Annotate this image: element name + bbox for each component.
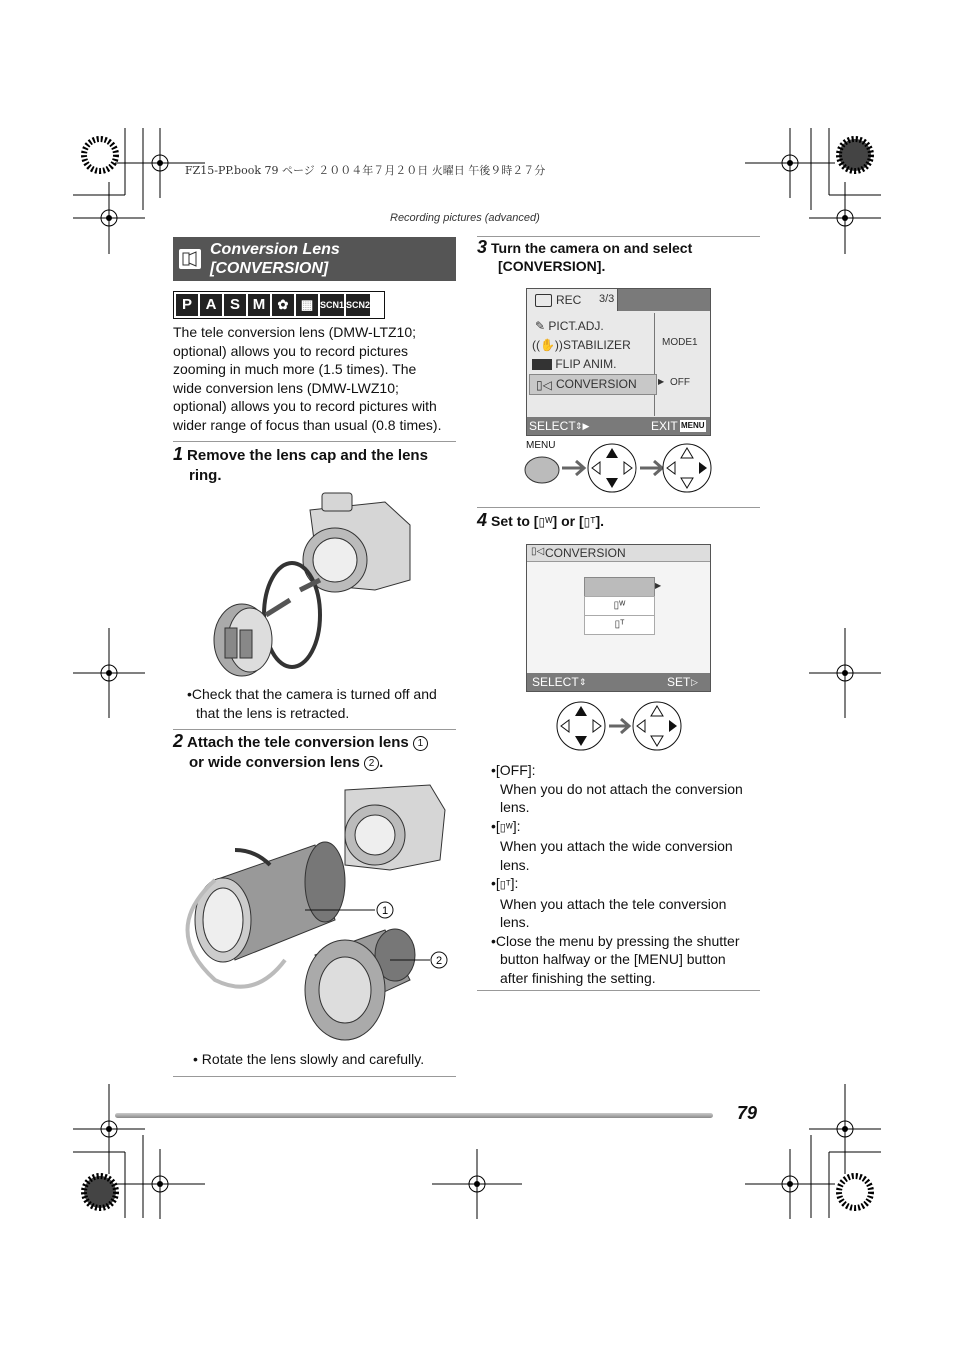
dpad-right-icon [663, 444, 711, 492]
menu-item-label: PICT.ADJ. [548, 319, 604, 333]
note-close-line2: button halfway or the [MENU] button [500, 951, 726, 967]
section-title-line2: [CONVERSION] [210, 260, 329, 277]
circled-1-icon: 1 [413, 736, 428, 751]
exit-label: EXIT [651, 419, 678, 433]
select-label: SELECT [529, 419, 576, 433]
divider [173, 1076, 456, 1077]
note-close: •Close the menu by pressing the shutter [491, 932, 740, 949]
menu-item-pict-adj[interactable] [535, 319, 604, 333]
mode-a-icon: A [200, 294, 222, 316]
conversion-screen-footer [527, 673, 710, 691]
intro-line: The tele conversion lens (DMW-LTZ10; [173, 324, 417, 340]
page-number: 79 [737, 1103, 758, 1123]
section-title-line1: Conversion Lens [210, 241, 340, 258]
file-info-line: FZ15-PP.book 79 ページ ２００４年７月２０日 火曜日 午後９時２７分 [185, 164, 546, 177]
circled-2-icon: 2 [364, 756, 379, 771]
note-wide-head: ]: [512, 817, 521, 834]
menu-item-conversion[interactable] [529, 374, 657, 395]
note-wide-line2: lens. [500, 856, 530, 873]
callout-2-label: 2 [435, 955, 443, 967]
step2-heading [173, 731, 463, 773]
intro-line: optional) allows you to record pictures [173, 342, 409, 359]
option-off[interactable] [584, 577, 655, 597]
divider [173, 729, 456, 730]
step1-note-text2: that the lens is retracted. [196, 704, 350, 721]
step3-button-sequence [520, 440, 720, 500]
mode-s-icon: S [224, 294, 246, 316]
option-tele[interactable] [584, 615, 655, 635]
mode-p-icon: P [176, 294, 198, 316]
step1-number: 1 [173, 444, 184, 464]
mode-icons [173, 291, 385, 319]
select-label: SELECT [532, 675, 579, 689]
option-wide[interactable] [584, 596, 655, 616]
wide-lens-icon: ▯ᵂ [499, 821, 513, 834]
divider [477, 990, 760, 991]
wide-lens-icon: ▯ᵂ [613, 600, 626, 611]
value-arrow-icon: ▶ [658, 377, 665, 386]
menu-button-icon [525, 457, 559, 483]
tele-lens-icon: ▯ᵀ [583, 515, 596, 529]
menu-button-label: MENU [526, 440, 556, 451]
rec-menu-footer [527, 417, 710, 435]
tele-lens-icon: ▯ᵀ [499, 879, 511, 891]
step4-notes [491, 761, 766, 987]
scene2-mode-icon: SCN2 [346, 294, 370, 316]
note-wide-line1: When you attach the wide conversion [500, 838, 733, 854]
step1-note-text1: Check that the camera is turned off and [191, 686, 437, 702]
tab-bar-fill [618, 289, 710, 311]
step3-text-line2: [CONVERSION]. [498, 258, 606, 274]
running-title: Recording pictures (advanced) [390, 212, 540, 224]
set-label: SET [667, 675, 691, 689]
conversion-lens-illustration [175, 780, 455, 1050]
step2-text-line1: Attach the tele conversion lens [187, 734, 409, 751]
conversion-icon: ▯◁ [536, 378, 552, 392]
step2-number: 2 [173, 731, 184, 751]
step3-number: 3 [477, 237, 488, 257]
conversion-screen [526, 544, 711, 692]
lens-cap-ring-illustration [210, 490, 420, 680]
dpad-up-down-icon [557, 702, 605, 750]
value-off: OFF [670, 377, 690, 388]
arrow-right-icon [609, 719, 629, 733]
arrow-right-icon [562, 461, 584, 475]
mode-m-icon: M [248, 294, 270, 316]
flip-anim-icon [532, 359, 552, 370]
step4-text-c: ]. [595, 513, 605, 529]
section-title-box [173, 237, 456, 281]
up-down-icon: ⇕ [579, 677, 587, 687]
arrow-right-icon [640, 461, 662, 475]
step2-note: • Rotate the lens slowly and carefully. [193, 1051, 425, 1067]
note-off-head: [OFF]: [495, 762, 536, 778]
step3-text-line1: Turn the camera on and select [491, 240, 693, 256]
note-close-line3: after finishing the setting. [500, 969, 656, 986]
note-close-line1: Close the menu by pressing the shutter [495, 932, 740, 949]
step4-text-b: ] or [ [552, 513, 584, 529]
note-tele-line2: lens. [500, 914, 530, 930]
menu-item-label: CONVERSION [556, 377, 637, 391]
step4-heading [477, 510, 762, 532]
camera-icon [535, 294, 552, 307]
intro-paragraph [173, 323, 463, 434]
conversion-lens-icon [179, 249, 201, 269]
step1-note-line1: •Check that the camera is turned off and [187, 686, 437, 702]
step4-button-sequence [555, 700, 685, 754]
divider [173, 441, 456, 442]
menu-item-label: STABILIZER [562, 338, 631, 352]
up-down-right-icon: ⇕▶ [575, 421, 590, 431]
conversion-icon: ▯◁ [531, 546, 545, 557]
menu-item-label: FLIP ANIM. [555, 357, 617, 371]
tele-lens-icon: ▯ᵀ [614, 619, 625, 630]
selection-arrow-icon: ▶ [655, 581, 662, 590]
note-tele: •[▯ᵀ]: [491, 875, 519, 891]
page-indicator: 3/3 [599, 293, 615, 305]
step2-text-line2: or wide conversion lens [189, 754, 360, 771]
intro-line: wide conversion lens (DMW-LWZ10; [173, 379, 399, 396]
step3-heading [477, 238, 762, 275]
right-arrow-icon: ▷ [691, 677, 698, 687]
rec-tab-label: REC [556, 293, 582, 307]
note-off-line1: When you do not attach the conversion [500, 780, 743, 797]
footer-bar [115, 1113, 713, 1118]
wide-lens-icon: ▯ᵂ [538, 515, 553, 529]
note-off: •[OFF]: [491, 762, 536, 778]
step4-number: 4 [477, 510, 488, 530]
screen-title-label: CONVERSION [545, 546, 626, 560]
step1-text-line2: ring. [189, 467, 222, 484]
menu-item-stabilizer[interactable] [532, 338, 631, 352]
divider [477, 507, 760, 508]
movie-mode-icon: ▦ [296, 294, 318, 316]
dpad-up-down-icon [588, 444, 636, 492]
intro-line: wider range of focus than usual (0.8 times). [173, 416, 442, 433]
note-tele-line1: When you attach the tele conversion [500, 895, 727, 912]
rec-tab [527, 289, 618, 311]
section-title [210, 240, 340, 278]
stabilizer-icon: ((✋)) [532, 338, 563, 352]
divider [477, 236, 760, 237]
step1-heading [173, 444, 463, 486]
note-tele-head: ]: [510, 875, 519, 891]
menu-item-flip-anim[interactable] [532, 357, 616, 371]
step1-text-line1: Remove the lens cap and the lens [187, 447, 428, 464]
value-mode1: MODE1 [662, 337, 698, 348]
step2-text-period: . [379, 754, 384, 771]
scene1-mode-icon: SCN1 [320, 294, 344, 316]
step2-note-text: Rotate the lens slowly and carefully. [201, 1051, 425, 1067]
menu-tag: MENU [681, 421, 705, 430]
step4-text-a: Set to [ [491, 513, 539, 529]
dpad-right-icon [633, 702, 681, 750]
conversion-screen-title [527, 545, 710, 562]
note-wide: •[▯ᵂ]: [491, 817, 521, 834]
step1-note [187, 685, 467, 722]
note-off-line2: lens. [500, 799, 530, 815]
rec-menu-screen [526, 288, 711, 436]
callout-1-label: 1 [381, 905, 389, 917]
menu-values-panel [654, 313, 710, 416]
intro-line: optional) allows you to record pictures with [173, 398, 437, 414]
intro-line: zooming in much more (1.5 times). The [173, 361, 417, 377]
wrench-icon: ✎ [535, 319, 546, 333]
macro-mode-icon: ✿ [272, 294, 294, 316]
